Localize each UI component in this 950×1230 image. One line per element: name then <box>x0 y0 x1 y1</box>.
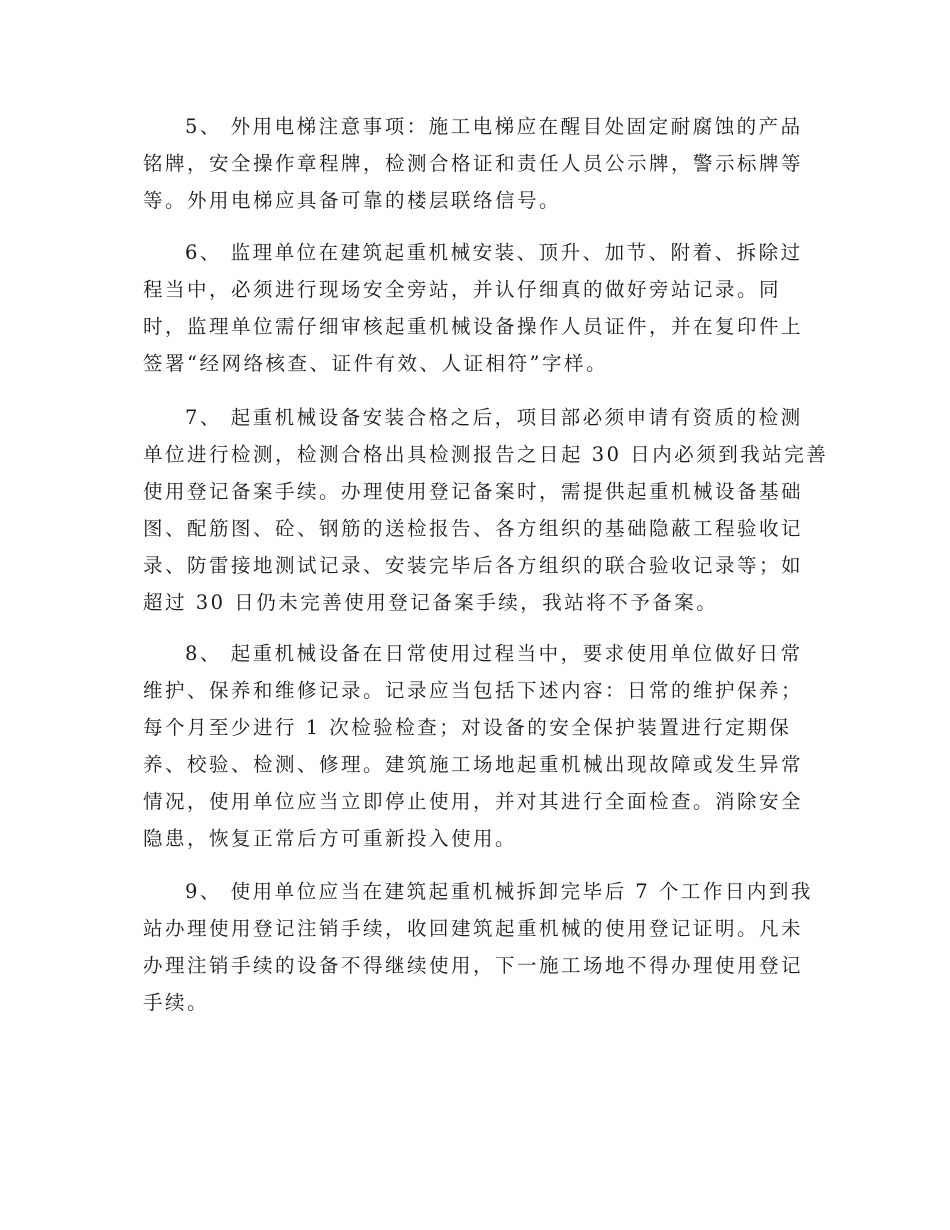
paragraph-line: 时，监理单位需仔细审核起重机械设备操作人员证件，并在复印件上 <box>143 315 804 338</box>
paragraph-line: 站办理使用登记注销手续，收回建筑起重机械的使用登记证明。凡未 <box>143 917 804 940</box>
paragraph-line: 录、防雷接地测试记录、安装完毕后各方组织的联合验收记录等；如 <box>143 554 804 577</box>
paragraph-line: 签署“经网络核查、证件有效、人证相符”字样。 <box>143 352 608 375</box>
paragraph-line: 维护、保养和维修记录。记录应当包括下述内容：日常的维护保养； <box>143 679 804 702</box>
paragraph-line: 隐患，恢复正常后方可重新投入使用。 <box>143 827 518 850</box>
paragraph-line: 7、 起重机械设备安装合格之后，项目部必须申请有资质的检测 <box>185 406 803 429</box>
paragraph-line: 图、配筋图、砼、钢筋的送检报告、各方组织的基础隐蔽工程验收记 <box>143 517 804 540</box>
paragraph-line: 9、 使用单位应当在建筑起重机械拆卸完毕后 7 个工作日内到我 <box>185 880 813 903</box>
paragraph-item-5 <box>143 108 813 219</box>
paragraph-line: 铭牌，安全操作章程牌，检测合格证和责任人员公示牌，警示标牌等 <box>143 152 804 175</box>
paragraph-line: 养、校验、检测、修理。建筑施工场地起重机械出现故障或发生异常 <box>143 753 804 776</box>
paragraph-line: 5、 外用电梯注意事项：施工电梯应在醒目处固定耐腐蚀的产品 <box>185 115 803 138</box>
paragraph-line: 办理注销手续的设备不得继续使用，下一施工场地不得办理使用登记 <box>143 954 804 977</box>
paragraph-item-6 <box>143 234 813 382</box>
paragraph-line: 超过 30 日仍未完善使用登记备案手续，我站将不予备案。 <box>143 591 719 614</box>
paragraph-line: 8、 起重机械设备在日常使用过程当中，要求使用单位做好日常 <box>185 642 803 665</box>
paragraph-line: 每个月至少进行 1 次检验检查；对设备的安全保护装置进行定期保 <box>143 716 792 739</box>
paragraph-line: 单位进行检测，检测合格出具检测报告之日起 30 日内必须到我站完善 <box>143 443 829 466</box>
paragraph-line: 手续。 <box>143 991 210 1014</box>
paragraph-line: 程当中，必须进行现场安全旁站，并认仔细真的做好旁站记录。同 <box>143 278 782 301</box>
paragraph-line: 等。外用电梯应具备可靠的楼层联络信号。 <box>143 189 562 212</box>
paragraph-line: 使用登记备案手续。办理使用登记备案时，需提供起重机械设备基础 <box>143 480 804 503</box>
paragraph-line: 情况，使用单位应当立即停止使用，并对其进行全面检查。消除安全 <box>143 790 804 813</box>
paragraph-line: 6、 监理单位在建筑起重机械安装、顶升、加节、附着、拆除过 <box>185 241 803 264</box>
paragraph-item-9 <box>143 873 813 1021</box>
paragraph-item-7 <box>143 399 829 621</box>
paragraph-item-8 <box>143 635 813 857</box>
